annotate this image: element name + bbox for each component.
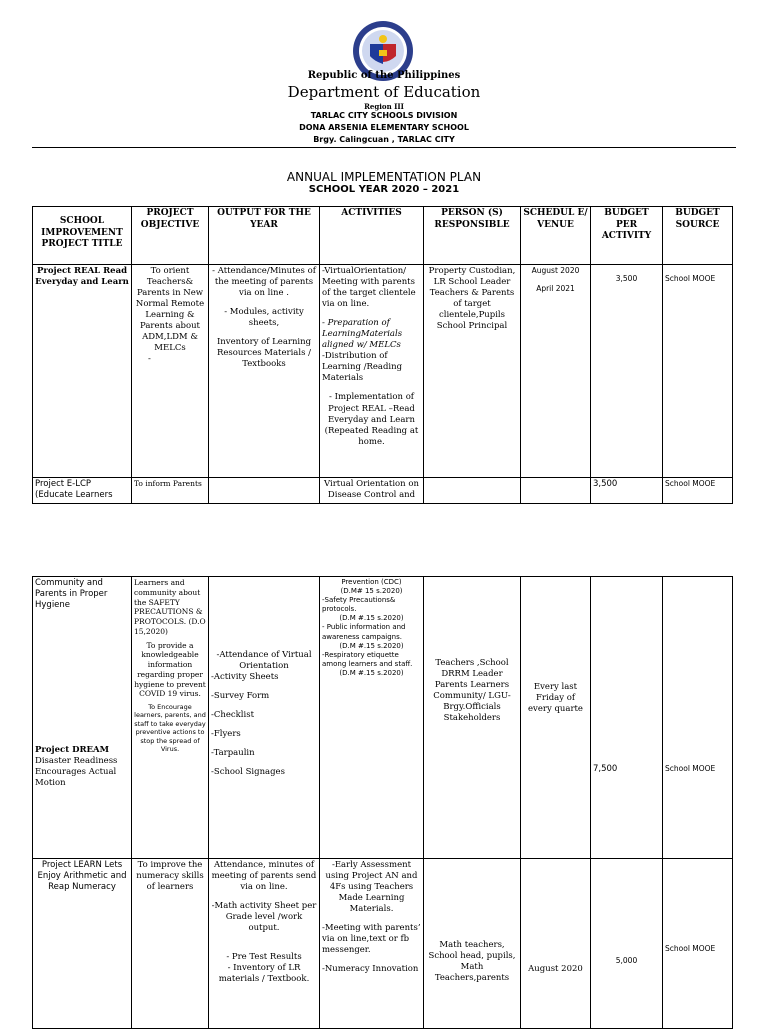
plan-table-part1 (32, 206, 733, 504)
person-cell: Math teachers, School head, pupils, Math Teachers,parents (424, 859, 521, 1029)
objective-cell: To orient Teachers& Parents in New Normal Remote Learning & Parents about ADM,LDM & MELCs - (132, 265, 209, 478)
budget-cell: 3,500 (591, 478, 663, 504)
source-cell: School MOOE (663, 577, 733, 859)
schedule-cell (521, 478, 591, 504)
objective-cell: To improve the numeracy skills of learners (132, 859, 209, 1029)
table-row (33, 265, 733, 478)
col-header-person: PERSON (S) RESPONSIBLE (424, 207, 521, 265)
col-header-activities: ACTIVITIES (320, 207, 424, 265)
output-cell: Attendance, minutes of meeting of parents send via on line. -Math activity Sheet per Grade level /work output. - Pre Test Results - Inventory of LR materials / Textbook. (209, 859, 320, 1029)
project-title-cell: Project E-LCP (Educate Learners (33, 478, 132, 504)
activities-cell: Virtual Orientation on Disease Control and (320, 478, 424, 504)
source-cell: School MOOE (663, 478, 733, 504)
header-divider (32, 147, 736, 148)
project-title-cell: Project REAL Read Everyday and Learn (33, 265, 132, 478)
project-title-cell: Project LEARN Lets Enjoy Arithmetic and Reap Numeracy (33, 859, 132, 1029)
republic-text: Republic of the Philippines (307, 70, 461, 81)
person-cell (424, 478, 521, 504)
project-title-cell: Community and Parents in Proper Hygiene Project DREAM Disaster Readiness Encourages Actual Motion (33, 577, 132, 859)
activities-cell: -VirtualOrientation/ Meeting with parents of the target clientele via on line. - Preparation of LearningMaterials aligned w/ MELCs -Distribution of Learning /Reading Materials - Implementation of Project REAL –Read Everyday and Learn (Repeated Reading at home. (320, 265, 424, 478)
output-cell: -Attendance of Virtual Orientation -Activity Sheets -Survey Form -Checklist -Flyers -Tarpaulin -School Signages (209, 577, 320, 859)
person-cell: Teachers ,School DRRM Leader Parents Learners Community/ LGU- Brgy.Officials Stakeholders (424, 577, 521, 859)
schedule-cell: August 2020 (521, 859, 591, 1029)
plan-table-part2 (32, 576, 733, 1029)
col-header-objective: PROJECT OBJECTIVE (132, 207, 209, 265)
department-text: Department of Education (287, 83, 481, 101)
activities-cell: Prevention (CDC) (D.M# 15 s.2020) -Safety Precautions& protocols. (D.M #.15 s.2020) - Public information and awareness campaigns. (D.M #.15 s.2020) -Respiratory etiquette among learners and staff. (D.M #.15 s.2020) (320, 577, 424, 859)
source-cell: School MOOE (663, 265, 733, 478)
col-header-source: BUDGET SOURCE (663, 207, 733, 265)
objective-cell: Learners and community about the SAFETY PRECAUTIONS & PROTOCOLS. (D.O 15,2020) To provide a knowledgeable information regarding proper hygiene to prevent COVID 19 virus. To Encourage learners, parents, and staff to take everyday preventive actions to stop the spread of Virus. (132, 577, 209, 859)
activities-cell: -Early Assessment using Project AN and 4Fs using Teachers Made Learning Materials. -Meeting with parents’ via on line,text or fb messenger. -Numeracy Innovation (320, 859, 424, 1029)
table-row (33, 478, 733, 504)
school-year: SCHOOL YEAR 2020 – 2021 (308, 184, 460, 195)
col-header-title: SCHOOL IMPROVEMENT PROJECT TITLE (33, 207, 132, 265)
objective-cell: To inform Parents (132, 478, 209, 504)
division-text: TARLAC CITY SCHOOLS DIVISION (310, 111, 458, 120)
table-row (33, 577, 733, 859)
person-cell: Property Custodian, LR School Leader Teachers & Parents of target clientele,Pupils School Principal (424, 265, 521, 478)
schedule-cell: August 2020 April 2021 (521, 265, 591, 478)
header-row (33, 207, 733, 265)
budget-cell: 5,000 (591, 859, 663, 1029)
school-name: DONA ARSENIA ELEMENTARY SCHOOL (299, 123, 469, 132)
page-title: ANNUAL IMPLEMENTATION PLAN (286, 170, 482, 184)
budget-cell: 7,500 (591, 577, 663, 859)
output-cell (209, 478, 320, 504)
col-header-schedule: SCHEDUL E/ VENUE (521, 207, 591, 265)
budget-cell: 3,500 (591, 265, 663, 478)
source-cell: School MOOE (663, 859, 733, 1029)
output-cell: - Attendance/Minutes of the meeting of parents via on line . - Modules, activity sheets, Inventory of Learning Resources Materials / Textbooks (209, 265, 320, 478)
col-header-budget: BUDGET PER ACTIVITY (591, 207, 663, 265)
schedule-cell: Every last Friday of every quarte (521, 577, 591, 859)
region-text: Region III (364, 102, 404, 111)
col-header-output: OUTPUT FOR THE YEAR (209, 207, 320, 265)
school-address: Brgy. Calingcuan , TARLAC CITY (313, 135, 455, 144)
table-row (33, 859, 733, 1029)
